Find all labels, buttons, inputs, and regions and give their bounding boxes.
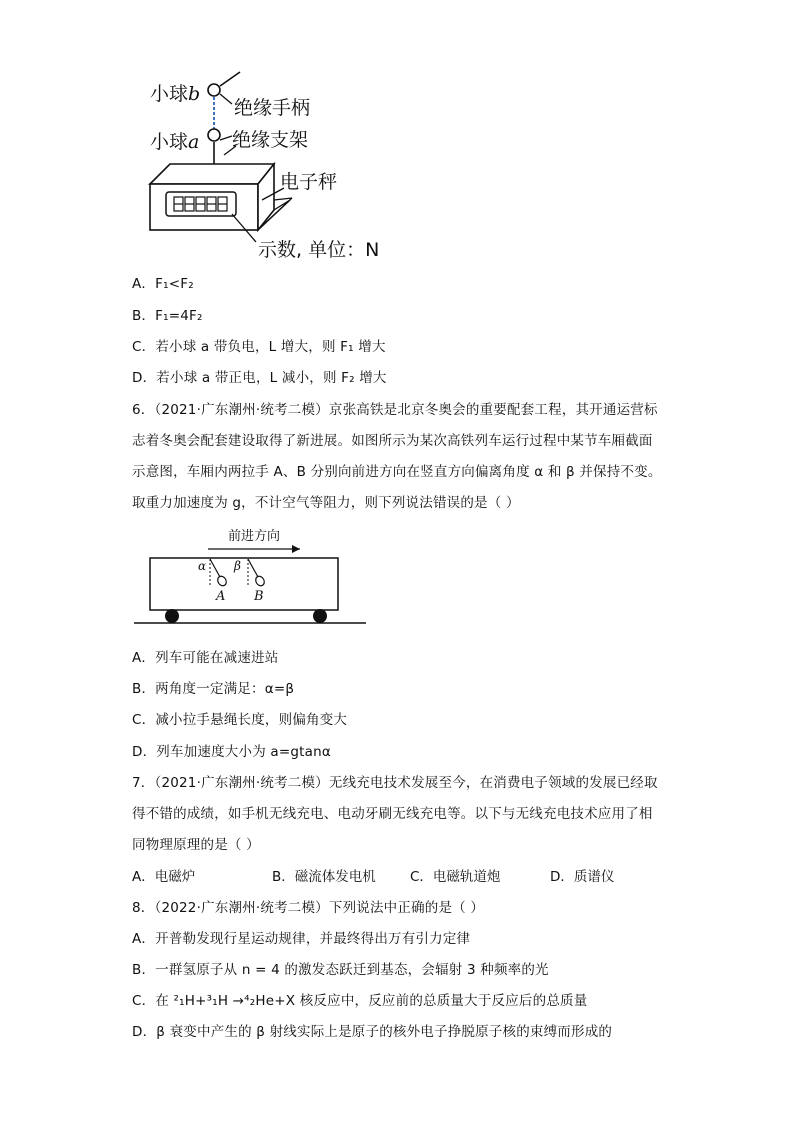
q6-option-c[interactable]: C．减小拉手悬绳长度，则偏角变大 bbox=[132, 712, 348, 728]
q5-option-d[interactable]: D．若小球 a 带正电，L 减小，则 F₂ 增大 bbox=[132, 370, 387, 386]
q8-stem: 8．（2022·广东潮州·统考二模）下列说法中正确的是（ ） bbox=[132, 900, 485, 916]
q6-stem-line3: 示意图，车厢内两拉手 A、B 分别向前进方向在竖直方向偏离角度 α 和 β 并保持不变。 bbox=[132, 464, 662, 480]
q7-stem-line1: 7．（2021·广东潮州·统考二模）无线充电技术发展至今，在消费电子领域的发展已经取 bbox=[132, 775, 658, 791]
q5-option-c[interactable]: C．若小球 a 带负电，L 增大，则 F₁ 增大 bbox=[132, 339, 386, 355]
wheel-left bbox=[165, 609, 179, 623]
carriage-body bbox=[150, 558, 338, 610]
q8-option-d[interactable]: D．β 衰变中产生的 β 射线实际上是原子的核外电子挣脱原子核的束缚而形成的 bbox=[132, 1024, 613, 1040]
q6-option-a[interactable]: A．列车可能在减速进站 bbox=[132, 650, 279, 666]
q8-option-c[interactable]: C．在 ²₁H+³₁H →⁴₂He+X 核反应中，反应前的总质量大于反应后的总质量 bbox=[132, 993, 588, 1009]
ball-a-label: 小球a bbox=[150, 131, 200, 153]
q7-options-row bbox=[132, 867, 632, 887]
q7-option-d[interactable]: D．质谱仪 bbox=[550, 869, 615, 885]
wheel-right bbox=[313, 609, 327, 623]
ball-b-label: 小球b bbox=[150, 83, 201, 105]
q5-option-b[interactable]: B．F₁=4F₂ bbox=[132, 308, 203, 324]
q6-stem-line4: 取重力加速度为 g，不计空气等阻力，则下列说法错误的是（ ） bbox=[132, 495, 520, 511]
bracket-label: 绝缘支架 bbox=[232, 129, 309, 151]
q6-stem-line2: 志着冬奥会配套建设取得了新进展。如图所示为某次高铁列车运行过程中某节车厢截面 bbox=[132, 433, 653, 449]
q8-option-a[interactable]: A．开普勒发现行星运动规律，并最终得出万有引力定律 bbox=[132, 931, 471, 947]
q5-option-a[interactable]: A．F₁<F₂ bbox=[132, 276, 194, 292]
q7-stem-line2: 得不错的成绩，如手机无线充电、电动牙刷无线充电等。以下与无线充电技术应用了相 bbox=[132, 806, 653, 822]
q8-option-b[interactable]: B．一群氢原子从 n = 4 的激发态跃迁到基态，会辐射 3 种频率的光 bbox=[132, 962, 549, 978]
svg-text:β: β bbox=[234, 559, 241, 573]
svg-text:α: α bbox=[198, 559, 207, 573]
q7-option-c[interactable]: C．电磁轨道炮 bbox=[410, 869, 501, 885]
svg-text:B: B bbox=[254, 589, 264, 604]
ball-b bbox=[208, 84, 220, 96]
q7-option-a[interactable]: A．电磁炉 bbox=[132, 869, 196, 885]
ball-a bbox=[208, 129, 220, 141]
q7-stem-line3: 同物理原理的是（ ） bbox=[132, 837, 260, 853]
svg-text:A: A bbox=[216, 589, 226, 604]
handle-label: 绝缘手柄 bbox=[234, 97, 311, 119]
direction-label: 前进方向 bbox=[228, 529, 281, 544]
scale-label: 电子秤 bbox=[280, 171, 338, 193]
carriage-figure bbox=[130, 522, 370, 632]
q6-stem-line1: 6．（2021·广东潮州·统考二模）京张高铁是北京冬奥会的重要配套工程，其开通运营标 bbox=[132, 402, 658, 418]
reading-label: 示数, 单位：N bbox=[258, 239, 380, 261]
q6-option-b[interactable]: B．两角度一定满足：α=β bbox=[132, 681, 295, 697]
q7-option-b[interactable]: B．磁流体发电机 bbox=[272, 869, 376, 885]
q6-option-d[interactable]: D．列车加速度大小为 a=gtanα bbox=[132, 744, 331, 760]
scale-figure bbox=[140, 60, 400, 265]
